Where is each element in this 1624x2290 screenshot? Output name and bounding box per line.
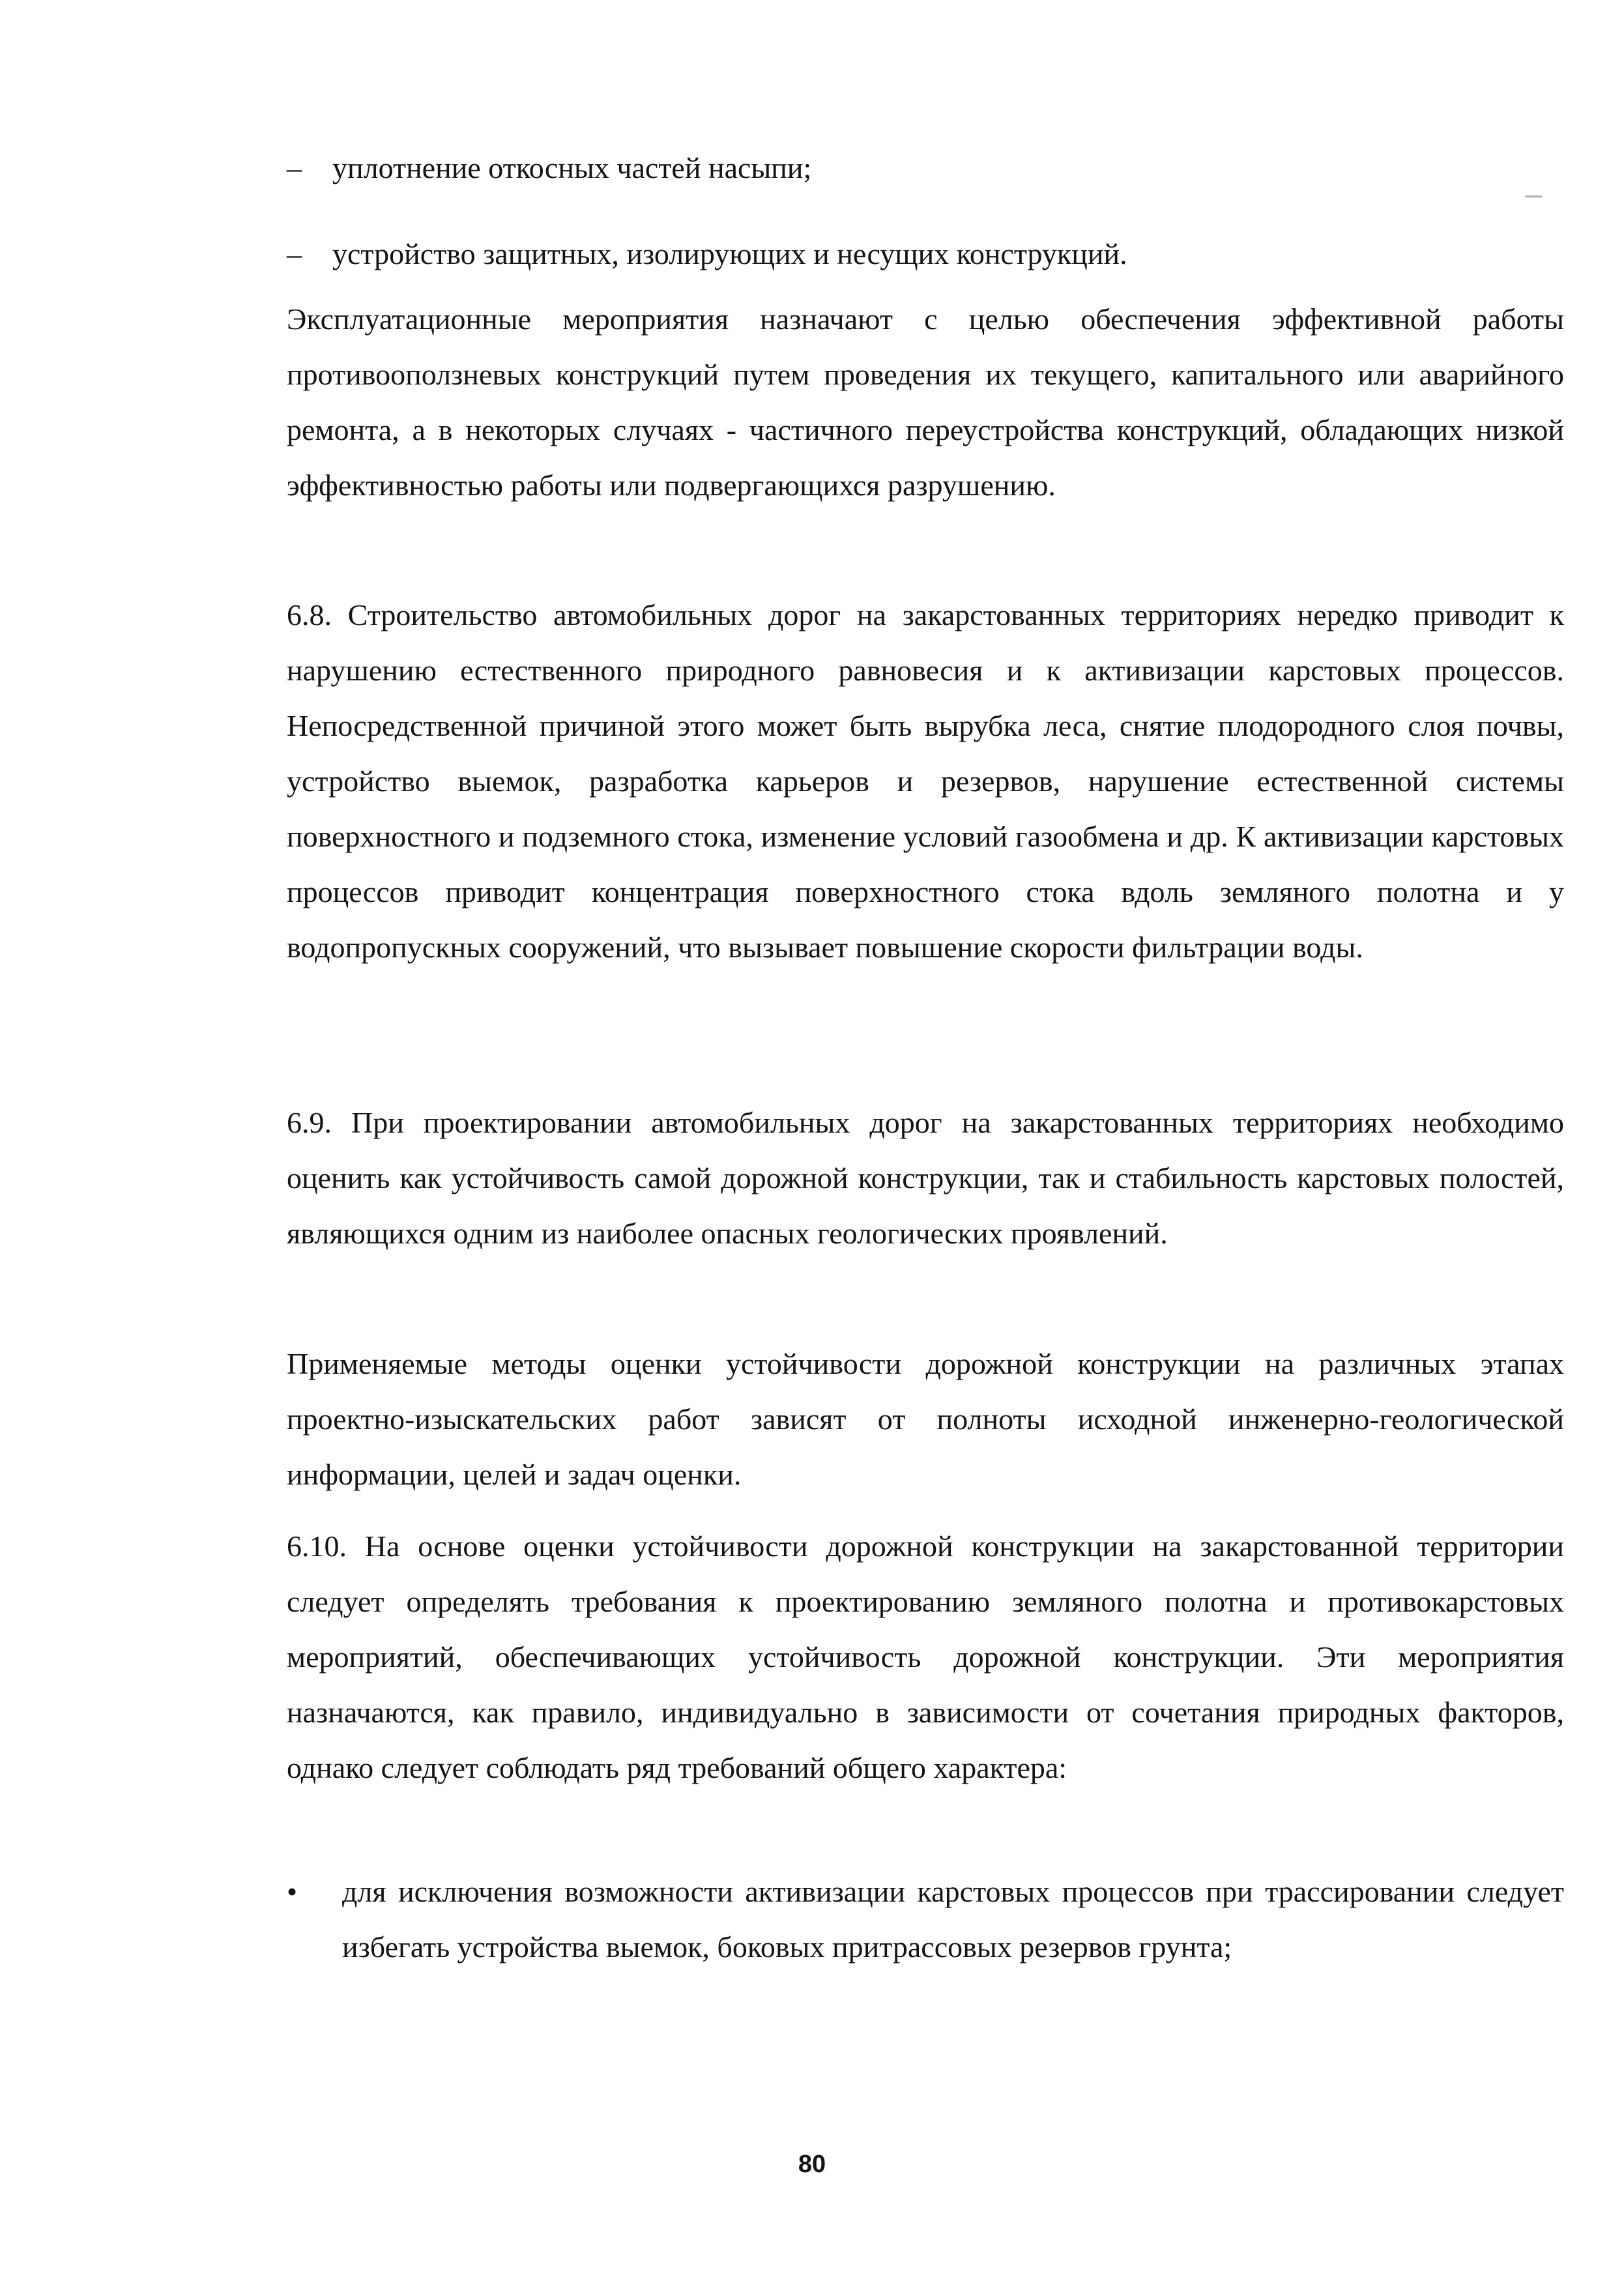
scan-artifact (1525, 196, 1542, 197)
paragraph-6-9: 6.9. При проектировании автомобильных дорог на закарстованных территориях необходимо оценить как устойчивость самой дорожной конструкции, так и стабильность карстовых полостей, являющихся одним из наиболее опасных геологических проявлений. (287, 1106, 1564, 1250)
paragraph-6-8: 6.8. Строительство автомобильных дорог на закарстованных территориях нередко приводит к нарушению естественного природного равновесия и к активизации карстовых процессов. Непосредственной причиной этого может быть вырубка леса, снятие плодородного слоя почвы, устройство выемок, разработка карьеров и резервов, нарушение естественной системы поверхностного и подземного стока, изменение условий газообмена и др. К активизации карстовых процессов приводит концентрация поверхностного стока вдоль земляного полотна и у водопропускных сооружений, что вызывает повышение скорости фильтрации воды. (287, 598, 1564, 964)
paragraph-methods: Применяемые методы оценки устойчивости дорожной конструкции на различных этапах проектно-изыскательских работ зависят от полноты исходной инженерно-геологической информации, целей и задач оценки. (287, 1347, 1564, 1491)
dash-item-text: устройство защитных, изолирующих и несущих конструкций. (332, 237, 1127, 270)
paragraph-6-10: 6.10. На основе оценки устойчивости дорожной конструкции на закарстованной территории следует определять требования к проектированию земляного полотна и противокарстовых мероприятий, обеспечивающих устойчивость дорожной конструкции. Эти мероприятия назначаются, как правило, индивидуально в зависимости от сочетания природных факторов, однако следует соблюдать ряд требований общего характера: (287, 1529, 1564, 1784)
dash-item-text: уплотнение откосных частей насыпи; (332, 151, 812, 184)
paragraph-maintenance: Эксплуатационные мероприятия назначают с целью обеспечения эффективной работы противооползневых конструкций путем проведения их текущего, капитального или аварийного ремонта, а в некоторых случаях - частичного переустройства конструкций, обладающих низкой эффективностью работы или подвергающихся разрушению. (287, 302, 1564, 502)
dash-list-item (287, 140, 1564, 196)
dash-list-item (287, 226, 1564, 282)
page-number: 80 (798, 2151, 826, 2178)
dash-marker: – (287, 237, 302, 270)
bullet-item-text: для исключения возможности активизации карстовых процессов при трассировании следует избегать устройства выемок, боковых притрассовых резервов грунта; (342, 1875, 1564, 1964)
dash-marker: – (287, 151, 302, 184)
bullet-marker: • (287, 1875, 298, 1908)
bullet-list-item (287, 1864, 1564, 1975)
